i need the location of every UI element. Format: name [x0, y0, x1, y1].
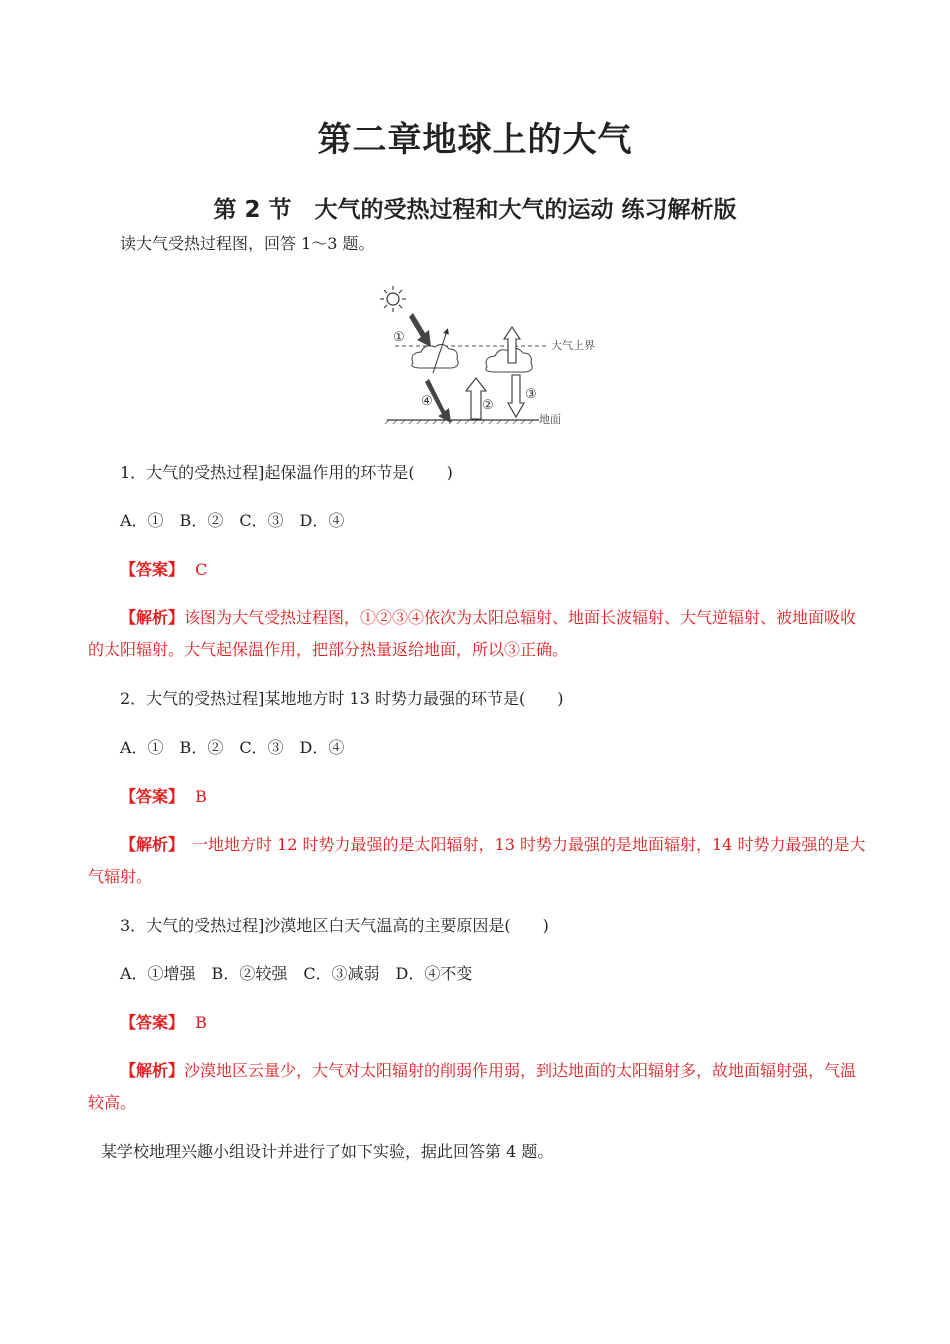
ground-line	[385, 420, 539, 424]
analysis-text: 一地地方时 12 时势力最强的是太阳辐射，13 时势力最强的是地面辐射，14 时势力最强的是大气辐射。	[88, 835, 866, 886]
analysis-tag: 【解析】	[120, 608, 185, 627]
analysis-text: 沙漠地区云量少，大气对太阳辐射的削弱作用弱，到达地面的太阳辐射多，故地面辐射强，气温较高。	[88, 1061, 857, 1112]
analysis-tag: 【解析】	[120, 835, 177, 854]
arrow-counter-radiation	[508, 375, 524, 417]
answer-value: B	[195, 787, 207, 806]
marker-2: ②	[482, 398, 494, 413]
question-2-options: A．① B．② C．③ D．④	[120, 738, 345, 757]
analysis-text: 该图为大气受热过程图，①②③④依次为太阳总辐射、地面长波辐射、大气逆辐射、被地面吸收的太阳辐射。大气起保温作用，把部分热量返给地面，所以③正确。	[88, 608, 857, 659]
intro-text: 读大气受热过程图，回答 1～3 题。	[120, 234, 375, 253]
answer-value: B	[195, 1013, 207, 1032]
question-3-options: A．①增强 B．②较强 C．③减弱 D．④不变	[120, 964, 473, 983]
sun-icon	[380, 286, 406, 312]
answer-tag: 【答案】	[120, 787, 185, 806]
question-3-answer	[120, 1012, 207, 1034]
question-2-analysis	[88, 829, 868, 893]
question-1-analysis	[88, 602, 868, 666]
cloud-left	[412, 344, 458, 368]
label-atmosphere-top: 大气上界	[551, 339, 595, 352]
outro-text: 某学校地理兴趣小组设计并进行了如下实验，据此回答第 4 题。	[101, 1142, 554, 1161]
arrow-solar-radiation	[409, 313, 431, 347]
marker-4: ④	[421, 394, 433, 409]
page-title: 第二章地球上的大气	[317, 120, 633, 160]
question-3-analysis	[88, 1055, 868, 1119]
label-ground: 地面	[539, 413, 561, 426]
analysis-tag: 【解析】	[120, 1061, 185, 1080]
answer-tag: 【答案】	[120, 560, 185, 579]
marker-3: ③	[525, 387, 537, 402]
question-2-answer	[120, 786, 207, 808]
question-2-stem: 2．大气的受热过程]某地地方时 13 时势力最强的环节是( )	[120, 689, 564, 708]
question-1-stem: 1．大气的受热过程]起保温作用的环节是( )	[120, 463, 453, 482]
answer-value: C	[195, 560, 208, 579]
question-1-answer	[120, 559, 207, 581]
heating-process-diagram	[375, 283, 605, 433]
section-subtitle: 第 2 节 大气的受热过程和大气的运动 练习解析版	[213, 197, 737, 223]
question-1-options: A．① B．② C．③ D．④	[120, 511, 345, 530]
answer-tag: 【答案】	[120, 1013, 185, 1032]
question-3-stem: 3．大气的受热过程]沙漠地区白天气温高的主要原因是( )	[120, 916, 549, 935]
marker-1: ①	[393, 330, 405, 345]
